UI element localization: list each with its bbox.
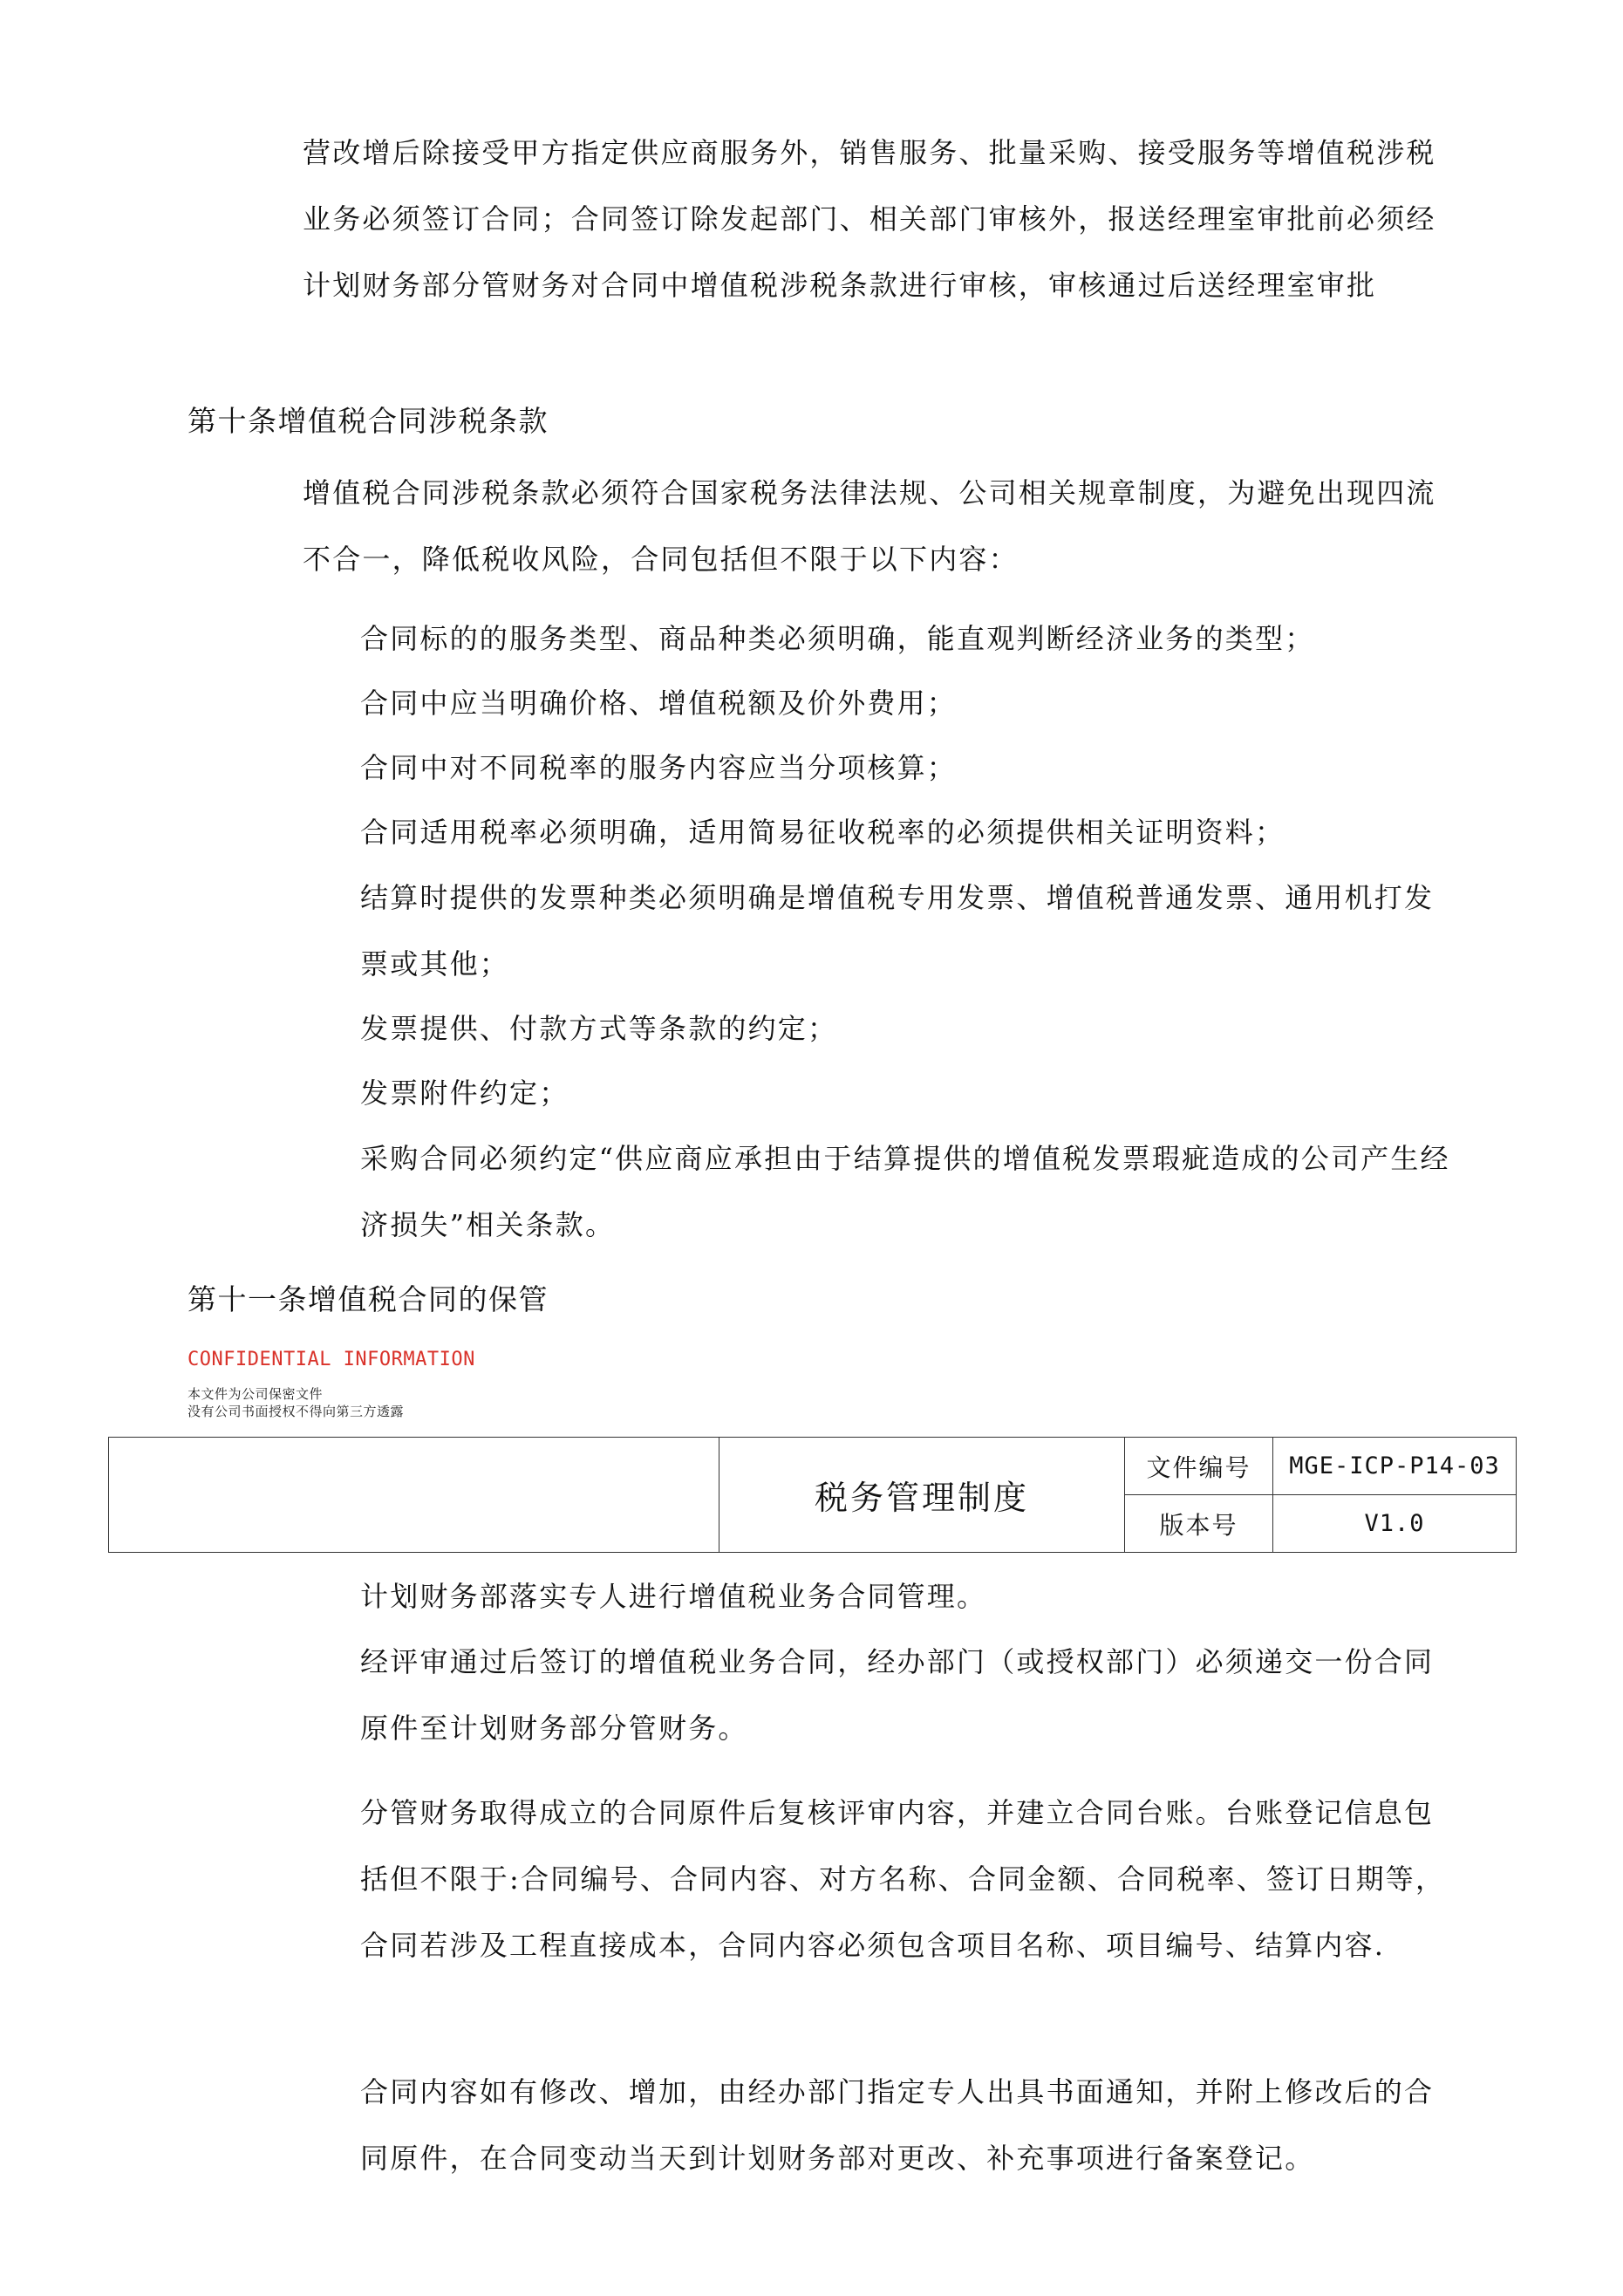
article-10-heading: 第十条增值税合同涉税条款 bbox=[188, 404, 549, 438]
page2-paragraph4: 合同内容如有修改、增加，由经办部门指定专人出具书面通知，并附上修改后的合同原件，在合同变动当天到计划财务部对更改、补充事项进行备案登记。 bbox=[360, 2075, 1435, 2175]
logo-cell bbox=[109, 1438, 719, 1553]
article-10-item: 结算时提供的发票种类必须明确是增值税专用发票、增值税普通发票、通用机打发票或其他； bbox=[360, 881, 1435, 981]
article-10-item: 合同中应当明确价格、增值税额及价外费用； bbox=[360, 687, 958, 720]
version-label: 版本号 bbox=[1125, 1495, 1273, 1553]
confidential-note-line1: 本文件为公司保密文件 bbox=[188, 1386, 324, 1402]
confidential-note-line2: 没有公司书面授权不得向第三方透露 bbox=[188, 1404, 405, 1419]
doc-number-label: 文件编号 bbox=[1125, 1438, 1273, 1495]
article-10-paragraph: 增值税合同涉税条款必须符合国家税务法律法规、公司相关规章制度，为避免出现四流不合一，降低税收风险，合同包括但不限于以下内容： bbox=[303, 476, 1436, 576]
page2-paragraph2: 经评审通过后签订的增值税业务合同，经办部门（或授权部门）必须递交一份合同原件至计划财务部分管财务。 bbox=[360, 1645, 1435, 1745]
document-header-table bbox=[108, 1437, 1517, 1553]
page2-line1: 计划财务部落实专人进行增值税业务合同管理。 bbox=[360, 1580, 987, 1613]
article-10-item: 发票附件约定； bbox=[360, 1076, 569, 1110]
article-10-item: 合同适用税率必须明确，适用简易征收税率的必须提供相关证明资料； bbox=[360, 816, 1285, 849]
article-10-item: 合同标的的服务类型、商品种类必须明确，能直观判断经济业务的类型； bbox=[360, 622, 1315, 655]
document-title: 税务管理制度 bbox=[719, 1438, 1125, 1553]
article-10-item: 合同中对不同税率的服务内容应当分项核算； bbox=[360, 751, 958, 784]
page2-paragraph3: 分管财务取得成立的合同原件后复核评审内容，并建立合同台账。台账登记信息包括但不限于:合同编号、合同内容、对方名称、合同金额、合同税率、签订日期等，合同若涉及工程直接成本，合同内容必须包含项目名称、项目编号、结算内容. bbox=[360, 1796, 1446, 1962]
article-11-heading: 第十一条增值税合同的保管 bbox=[188, 1282, 549, 1316]
intro-paragraph: 营改增后除接受甲方指定供应商服务外，销售服务、批量采购、接受服务等增值税涉税业务必须签订合同；合同签订除发起部门、相关部门审核外，报送经理室审批前必须经计划财务部分管财务对合同中增值税涉税条款进行审核，审核通过后送经理室审批 bbox=[303, 136, 1436, 302]
confidential-label: CONFIDENTIAL INFORMATION bbox=[188, 1349, 475, 1370]
article-10-item: 采购合同必须约定“供应商应承担由于结算提供的增值税发票瑕疵造成的公司产生经济损失”相关条款。 bbox=[360, 1142, 1450, 1241]
doc-number-value: MGE-ICP-P14-03 bbox=[1273, 1438, 1517, 1495]
version-value: V1.0 bbox=[1273, 1495, 1517, 1553]
article-10-item: 发票提供、付款方式等条款的约定； bbox=[360, 1012, 838, 1045]
